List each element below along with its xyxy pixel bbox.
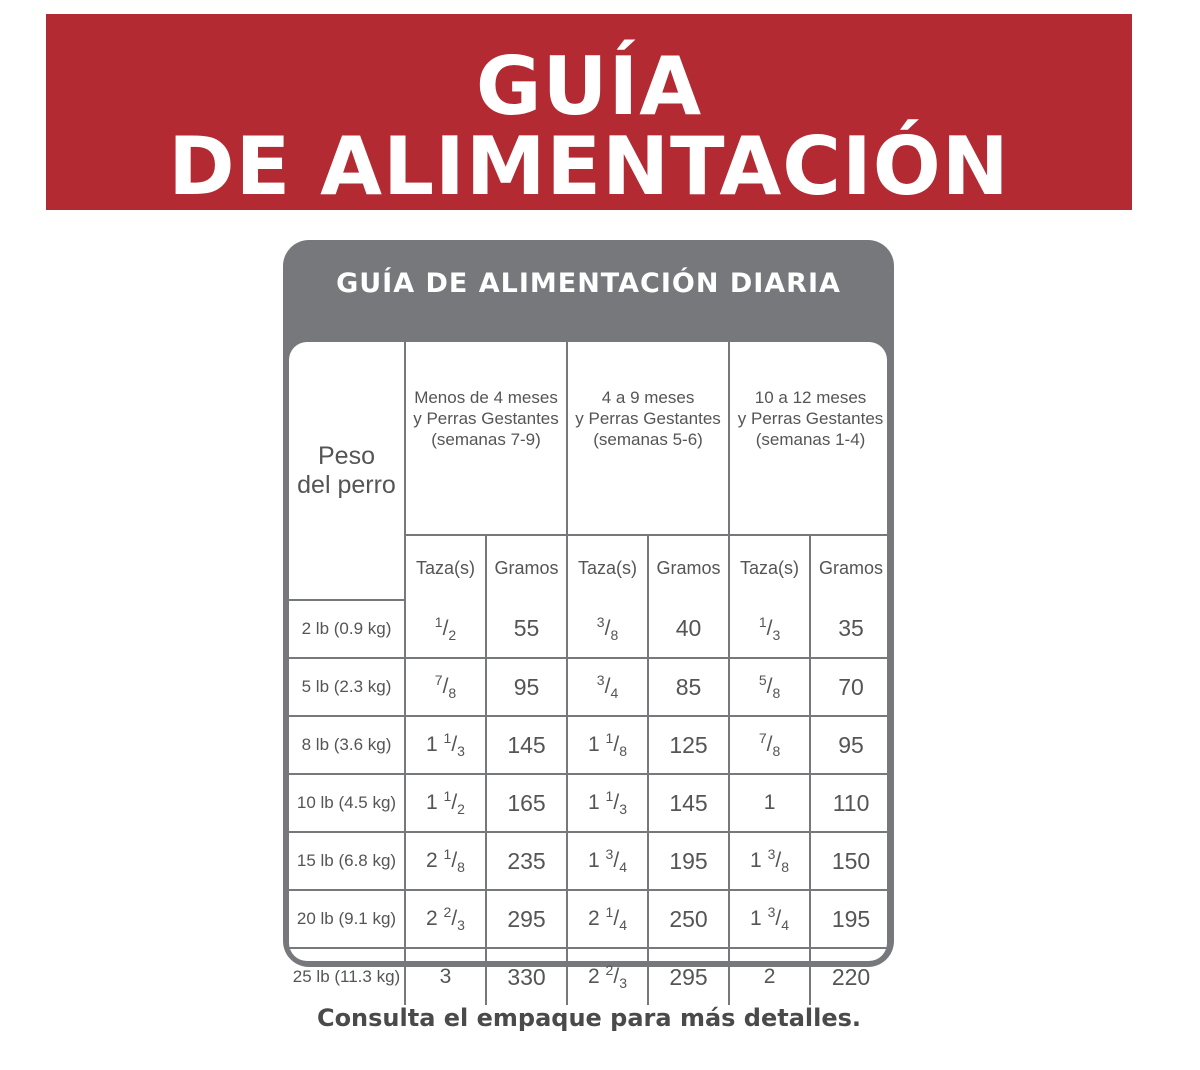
age-group-header (405, 342, 567, 535)
cups-cell: 3 (405, 948, 486, 1005)
group-line: 4 a 9 meses (601, 387, 695, 407)
table-row (289, 890, 891, 948)
table-row (289, 658, 891, 716)
banner-title-line1: GUÍA (475, 40, 703, 133)
group-line: Menos de 4 meses (414, 387, 558, 407)
group-line: 10 a 12 meses (754, 387, 867, 407)
group-line: y Perras Gestantes (737, 408, 884, 428)
banner-title-line2: DE ALIMENTACIÓN (168, 120, 1010, 213)
cups-cell: 2 $^2/_3$ (405, 890, 486, 948)
table-body (289, 600, 891, 1005)
card-title: GUÍA DE ALIMENTACIÓN DIARIA (336, 268, 841, 299)
cups-cell: 1 $^3/_8$ (729, 832, 810, 890)
dog-weight-cell: 25 lb (11.3 kg) (289, 948, 405, 1005)
table-row (289, 716, 891, 774)
grams-cell: 55 (486, 600, 567, 658)
cups-cell: 1 (729, 774, 810, 832)
cups-cell: $^7/_8$ (729, 716, 810, 774)
sub-header-cups: Taza(s) (729, 535, 810, 600)
sub-header-cups: Taza(s) (405, 535, 486, 600)
dog-weight-cell: 5 lb (2.3 kg) (289, 658, 405, 716)
grams-cell: 40 (648, 600, 729, 658)
cups-cell: 2 (729, 948, 810, 1005)
cups-cell: $^1/_2$ (405, 600, 486, 658)
grams-cell: 165 (486, 774, 567, 832)
table-row (289, 774, 891, 832)
header-banner (46, 14, 1132, 213)
cups-cell: 1 $^1/_8$ (567, 716, 648, 774)
cups-cell: 2 $^1/_8$ (405, 832, 486, 890)
cups-cell: 1 $^1/_3$ (405, 716, 486, 774)
weight-header-line: Peso (318, 441, 375, 470)
cups-cell: 1 $^3/_4$ (729, 890, 810, 948)
dog-weight-cell: 8 lb (3.6 kg) (289, 716, 405, 774)
grams-cell: 220 (810, 948, 891, 1005)
table-row (289, 832, 891, 890)
group-line: (semanas 5-6) (593, 429, 703, 449)
grams-cell: 195 (648, 832, 729, 890)
dog-weight-cell: 10 lb (4.5 kg) (289, 774, 405, 832)
grams-cell: 85 (648, 658, 729, 716)
group-line: y Perras Gestantes (575, 408, 721, 428)
feeding-table (289, 342, 891, 1005)
sub-header-grams: Gramos (486, 535, 567, 600)
weight-column-header (289, 342, 405, 600)
group-line: y Perras Gestantes (413, 408, 559, 428)
footer-note: Consulta el empaque para más detalles. (316, 1004, 862, 1032)
dog-weight-cell: 2 lb (0.9 kg) (289, 600, 405, 658)
cups-cell: $^3/_8$ (567, 600, 648, 658)
cups-cell: 2 $^2/_3$ (567, 948, 648, 1005)
cups-cell: 2 $^1/_4$ (567, 890, 648, 948)
grams-cell: 195 (810, 890, 891, 948)
grams-cell: 35 (810, 600, 891, 658)
grams-cell: 125 (648, 716, 729, 774)
grams-cell: 250 (648, 890, 729, 948)
grams-cell: 110 (810, 774, 891, 832)
cups-cell: $^7/_8$ (405, 658, 486, 716)
cups-cell: $^1/_3$ (729, 600, 810, 658)
grams-cell: 95 (810, 716, 891, 774)
table-row (289, 600, 891, 658)
cups-cell: $^3/_4$ (567, 658, 648, 716)
cups-cell: 1 $^3/_4$ (567, 832, 648, 890)
weight-header-line: del perro (297, 470, 396, 499)
age-group-header (729, 342, 891, 535)
dog-weight-cell: 20 lb (9.1 kg) (289, 890, 405, 948)
grams-cell: 145 (648, 774, 729, 832)
grams-cell: 295 (648, 948, 729, 1005)
grams-cell: 150 (810, 832, 891, 890)
group-line: (semanas 7-9) (431, 429, 541, 449)
grams-cell: 235 (486, 832, 567, 890)
dog-weight-cell: 15 lb (6.8 kg) (289, 832, 405, 890)
sub-header-cups: Taza(s) (567, 535, 648, 600)
age-group-header (567, 342, 729, 535)
feeding-guide-card (283, 240, 894, 992)
feeding-table-container (289, 342, 887, 992)
group-line: (semanas 1-4) (755, 429, 866, 449)
grams-cell: 295 (486, 890, 567, 948)
cups-cell: $^5/_8$ (729, 658, 810, 716)
table-row (289, 948, 891, 1005)
grams-cell: 145 (486, 716, 567, 774)
cups-cell: 1 $^1/_2$ (405, 774, 486, 832)
grams-cell: 330 (486, 948, 567, 1005)
grams-cell: 70 (810, 658, 891, 716)
grams-cell: 95 (486, 658, 567, 716)
sub-header-grams: Gramos (648, 535, 729, 600)
cups-cell: 1 $^1/_3$ (567, 774, 648, 832)
sub-header-grams: Gramos (810, 535, 891, 600)
